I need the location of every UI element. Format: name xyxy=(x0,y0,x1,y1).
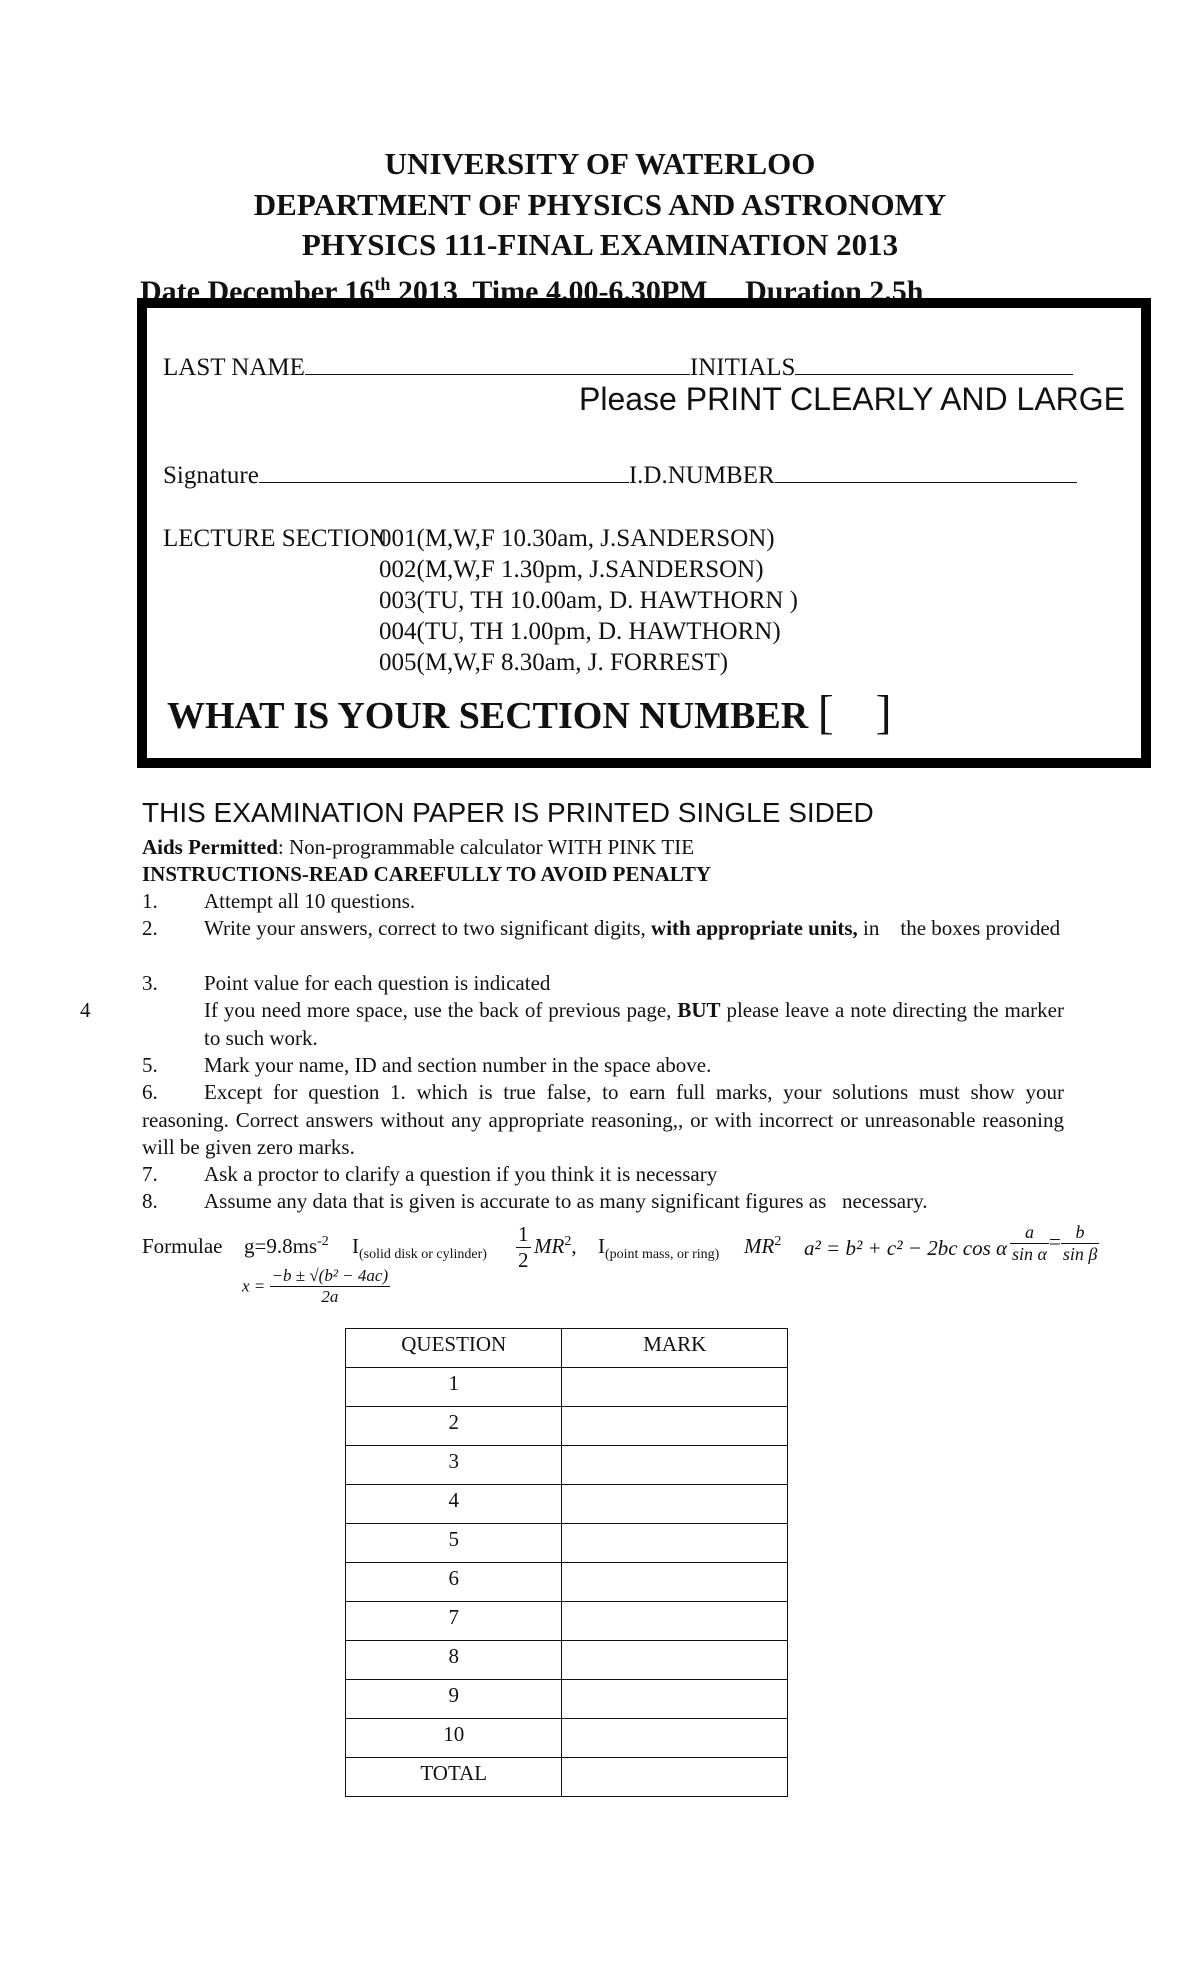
cosine-rule: a² = b² + c² − 2bc cos α xyxy=(804,1236,1008,1260)
table-header-row xyxy=(346,1329,788,1368)
initials-label: INITIALS xyxy=(689,354,796,381)
mark-cell[interactable] xyxy=(562,1680,788,1719)
sine-equals: = xyxy=(1048,1229,1061,1254)
table-row xyxy=(346,1485,788,1524)
mark-cell[interactable] xyxy=(562,1524,788,1563)
mark-cell[interactable] xyxy=(562,1485,788,1524)
instruction-text: in the boxes provided xyxy=(857,916,1061,940)
quadratic-formula xyxy=(242,1266,390,1307)
section-question-text: WHAT IS YOUR SECTION NUMBER xyxy=(167,695,809,737)
instruction-item xyxy=(142,1079,1064,1162)
total-mark-cell[interactable] xyxy=(562,1758,788,1797)
instruction-text: If you need more space, use the back of previous page, xyxy=(204,998,678,1022)
instruction-number: 5. xyxy=(142,1053,158,1077)
table-row xyxy=(346,1446,788,1485)
question-number: 9 xyxy=(346,1680,562,1719)
instruction-number: 3. xyxy=(142,971,158,995)
question-number: 4 xyxy=(346,1485,562,1524)
section-option: 001(M,W,F 10.30am, J.SANDERSON) xyxy=(379,525,775,552)
gravity-text: g=9.8ms xyxy=(244,1234,318,1258)
sine-numerator-b: b xyxy=(1061,1222,1099,1244)
quadratic-numerator: −b ± √(b² − 4ac) xyxy=(271,1266,389,1285)
fraction-denominator: 2 xyxy=(518,1248,529,1272)
instruction-item xyxy=(142,970,1064,998)
instruction-item xyxy=(142,1188,1064,1216)
marks-table xyxy=(345,1328,788,1797)
instruction-number: 1. xyxy=(142,889,158,913)
signature-line[interactable] xyxy=(259,460,629,483)
instruction-text: Mark your name, ID and section number in the space above. xyxy=(204,1053,712,1077)
gravity-formula xyxy=(244,1234,329,1259)
mr-text: MR xyxy=(534,1234,565,1258)
question-number: 2 xyxy=(346,1407,562,1446)
table-row xyxy=(346,1407,788,1446)
mark-cell[interactable] xyxy=(562,1641,788,1680)
section-number-question xyxy=(167,688,892,741)
quadratic-denominator: 2a xyxy=(321,1287,339,1306)
instruction-number: 8. xyxy=(142,1189,158,1213)
instruction-text: Ask a proctor to clarify a question if you think it is necessary xyxy=(204,1162,718,1186)
section-option: 002(M,W,F 1.30pm, J.SANDERSON) xyxy=(379,556,764,583)
instruction-item xyxy=(142,888,1064,916)
instruction-number: 2. xyxy=(142,916,158,940)
table-row xyxy=(346,1602,788,1641)
print-clearly-note: Please PRINT CLEARLY AND LARGE xyxy=(579,381,1125,417)
square-exponent: 2 xyxy=(774,1234,782,1249)
instruction-number: 6. xyxy=(142,1080,158,1104)
instruction-item xyxy=(142,1052,1064,1080)
single-sided-notice: THIS EXAMINATION PAPER IS PRINTED SINGLE SIDED xyxy=(142,797,874,828)
mark-cell[interactable] xyxy=(562,1407,788,1446)
section-bracket-close: ] xyxy=(875,686,892,739)
id-number-line[interactable] xyxy=(775,460,1077,483)
instruction-item xyxy=(142,1161,1064,1189)
section-option: 004(TU, TH 1.00pm, D. HAWTHORN) xyxy=(379,618,781,645)
inertia-point-formula: $I_{(point mass, or ring)}$ xyxy=(598,1234,720,1263)
gravity-exponent: -2 xyxy=(317,1234,329,1249)
last-name-label: LAST NAME xyxy=(163,354,305,381)
question-number: 6 xyxy=(346,1563,562,1602)
total-label: TOTAL xyxy=(346,1758,562,1797)
mr-squared-point xyxy=(744,1234,781,1259)
aids-text: : Non-programmable calculator WITH PINK TIE xyxy=(277,835,695,859)
last-name-field[interactable] xyxy=(163,352,1073,383)
question-number: 5 xyxy=(346,1524,562,1563)
sine-rule xyxy=(1010,1222,1099,1265)
exam-title: PHYSICS 111-FINAL EXAMINATION 2013 xyxy=(301,227,899,262)
last-name-line[interactable] xyxy=(305,352,690,375)
instruction-text: Attempt all 10 questions. xyxy=(204,889,416,913)
instruction-bold: BUT xyxy=(677,998,721,1022)
table-row xyxy=(346,1680,788,1719)
signature-label: Signature xyxy=(163,462,259,489)
section-option: 003(TU, TH 10.00am, D. HAWTHORN ) xyxy=(379,587,799,614)
instruction-bold: with appropriate units, xyxy=(651,916,858,940)
mark-cell[interactable] xyxy=(562,1719,788,1758)
department-title: DEPARTMENT OF PHYSICS AND ASTRONOMY xyxy=(253,187,947,222)
instruction-text: Point value for each question is indicated xyxy=(204,971,551,995)
table-row-total xyxy=(346,1758,788,1797)
instruction-number: 4 xyxy=(80,998,91,1022)
comma-separator: , xyxy=(571,1234,577,1258)
initials-line[interactable] xyxy=(795,352,1073,375)
instruction-text: Write your answers, correct to two significant digits, xyxy=(204,916,652,940)
table-row xyxy=(346,1641,788,1680)
sine-denominator-a: sin α xyxy=(1012,1244,1047,1264)
question-number: 3 xyxy=(346,1446,562,1485)
sine-denominator-b: sin β xyxy=(1062,1244,1098,1264)
signature-field[interactable] xyxy=(163,460,1077,491)
instruction-item xyxy=(142,915,1064,943)
inertia-point-subscript: (point mass, or ring) xyxy=(605,1247,720,1263)
inertia-solid-subscript: (solid disk or cylinder) xyxy=(359,1247,487,1263)
lecture-section-label: LECTURE SECTION xyxy=(163,525,388,552)
instruction-number: 7. xyxy=(142,1162,158,1186)
quadratic-x: x = xyxy=(242,1276,266,1296)
table-row xyxy=(346,1368,788,1407)
date-time-duration: 2013 Time 4.00-6.30PM Duration 2.5h xyxy=(390,275,924,308)
fraction-numerator: 1 xyxy=(518,1222,529,1246)
date-prefix: Date December 16 xyxy=(140,275,375,308)
instruction-text: please leave a note directing the marker to such work. xyxy=(204,998,1064,1050)
square-exponent: 2 xyxy=(564,1234,572,1249)
question-number: 10 xyxy=(346,1719,562,1758)
question-header: QUESTION xyxy=(346,1329,562,1368)
sine-numerator-a: a xyxy=(1010,1222,1049,1244)
mark-header: MARK xyxy=(562,1329,788,1368)
instruction-item xyxy=(80,997,1064,1052)
mark-cell[interactable] xyxy=(562,1446,788,1485)
id-number-label: I.D.NUMBER xyxy=(628,462,775,489)
mark-cell[interactable] xyxy=(562,1368,788,1407)
table-row xyxy=(346,1563,788,1602)
question-number: 8 xyxy=(346,1641,562,1680)
table-row xyxy=(346,1719,788,1758)
mr-text: MR xyxy=(744,1234,775,1258)
mr-squared-solid xyxy=(534,1234,577,1259)
table-row xyxy=(346,1524,788,1563)
university-title: UNIVERSITY OF WATERLOO xyxy=(384,146,816,181)
aids-permitted xyxy=(142,834,694,861)
question-number: 1 xyxy=(346,1368,562,1407)
section-option: 005(M,W,F 8.30am, J. FORREST) xyxy=(379,649,729,676)
instruction-text: Except for question 1. which is true false, to earn full marks, your solutions must show your reasoning. Correct answers without any appropriate reasoning,, or with incorrect or unreasonable reasoning will be given zero marks. xyxy=(142,1080,1064,1159)
mark-cell[interactable] xyxy=(562,1602,788,1641)
section-bracket-open: [ xyxy=(817,686,834,739)
instruction-text: Assume any data that is given is accurate to as many significant figures as necessary. xyxy=(204,1189,928,1213)
inertia-solid-formula: $I_{(solid disk or cylinder)}$ xyxy=(352,1234,487,1263)
mark-cell[interactable] xyxy=(562,1563,788,1602)
student-info-box xyxy=(137,298,1151,768)
instructions-title: INSTRUCTIONS-READ CAREFULLY TO AVOID PENALTY xyxy=(142,862,712,886)
question-number: 7 xyxy=(346,1602,562,1641)
date-superscript: th xyxy=(374,274,391,294)
formulae-label: Formulae xyxy=(142,1234,223,1258)
aids-label: Aids Permitted xyxy=(142,835,278,859)
half-fraction xyxy=(516,1222,531,1273)
